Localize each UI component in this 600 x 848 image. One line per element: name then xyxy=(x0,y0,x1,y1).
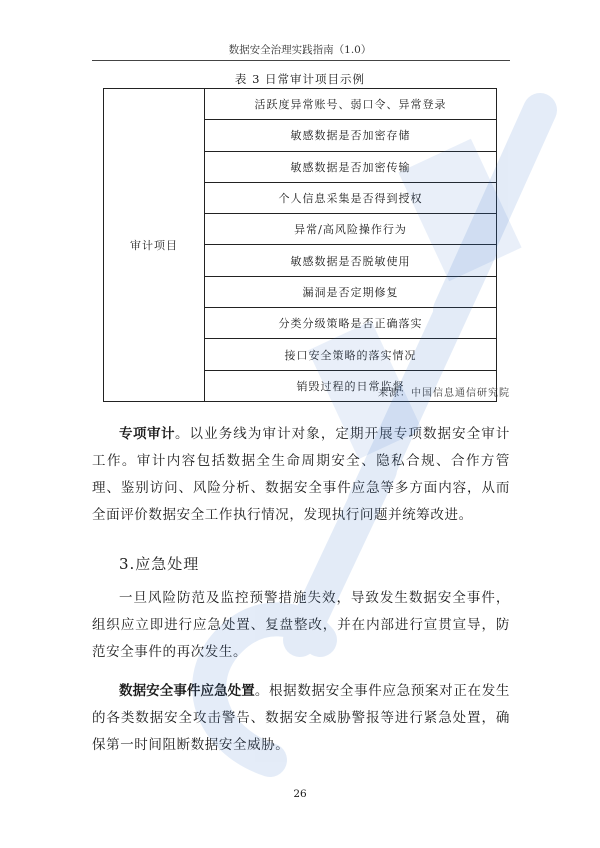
table-item-cell: 敏感数据是否加密传输 xyxy=(205,151,497,182)
emergency-response-text: 。根据数据安全事件应急预案对正在发生的各类数据安全攻击警告、数据安全威胁警报等进行紧急处置，确保第一时间阻断数据安全威胁。 xyxy=(92,683,510,753)
table-item-cell: 分类分级策略是否正确落实 xyxy=(205,308,497,339)
table-caption: 表 3 日常审计项目示例 xyxy=(234,72,366,86)
table-item-cell: 销毁过程的日常监督 xyxy=(205,370,497,401)
header-rule xyxy=(92,60,510,61)
table-item-cell: 个人信息采集是否得到授权 xyxy=(205,182,497,213)
special-audit-text: 。以业务线为审计对象，定期开展专项数据安全审计工作。审计内容包括数据全生命周期安全、隐私合规、合作方管理、鉴别访问、风险分析、数据安全事件应急等多方面内容，从而全面评价数据安全工作执行情况，发现执行问题并统筹改进。 xyxy=(92,426,510,523)
emergency-response-lead: 数据安全事件应急处置 xyxy=(119,683,255,699)
table-item-cell: 漏洞是否定期修复 xyxy=(205,276,497,307)
table-category-cell: 审计项目 xyxy=(104,89,205,402)
emergency-response-paragraph xyxy=(92,678,510,759)
running-header: 数据安全治理实践指南（1.0） xyxy=(228,44,372,56)
page-number: 26 xyxy=(293,788,307,800)
table-item-cell: 敏感数据是否加密存储 xyxy=(205,120,497,151)
table-row xyxy=(104,89,497,120)
emergency-intro-paragraph: 一旦风险防范及监控预警措施失效，导致发生数据安全事件，组织应立即进行应急处置、复盘整改，并在内部进行宣贯宣导，防范安全事件的再次发生。 xyxy=(92,590,510,660)
special-audit-lead: 专项审计 xyxy=(119,426,175,442)
table-item-cell: 敏感数据是否脱敏使用 xyxy=(205,245,497,276)
audit-items-table xyxy=(103,88,497,402)
table-item-cell: 活跃度异常账号、弱口令、异常登录 xyxy=(205,89,497,120)
table-item-cell: 接口安全策略的落实情况 xyxy=(205,339,497,370)
table-item-cell: 异常/高风险操作行为 xyxy=(205,214,497,245)
section-heading-emergency: 3.应急处理 xyxy=(119,555,200,573)
table-source-note: 来源：中国信息通信研究院 xyxy=(378,388,510,399)
special-audit-paragraph xyxy=(92,421,510,529)
